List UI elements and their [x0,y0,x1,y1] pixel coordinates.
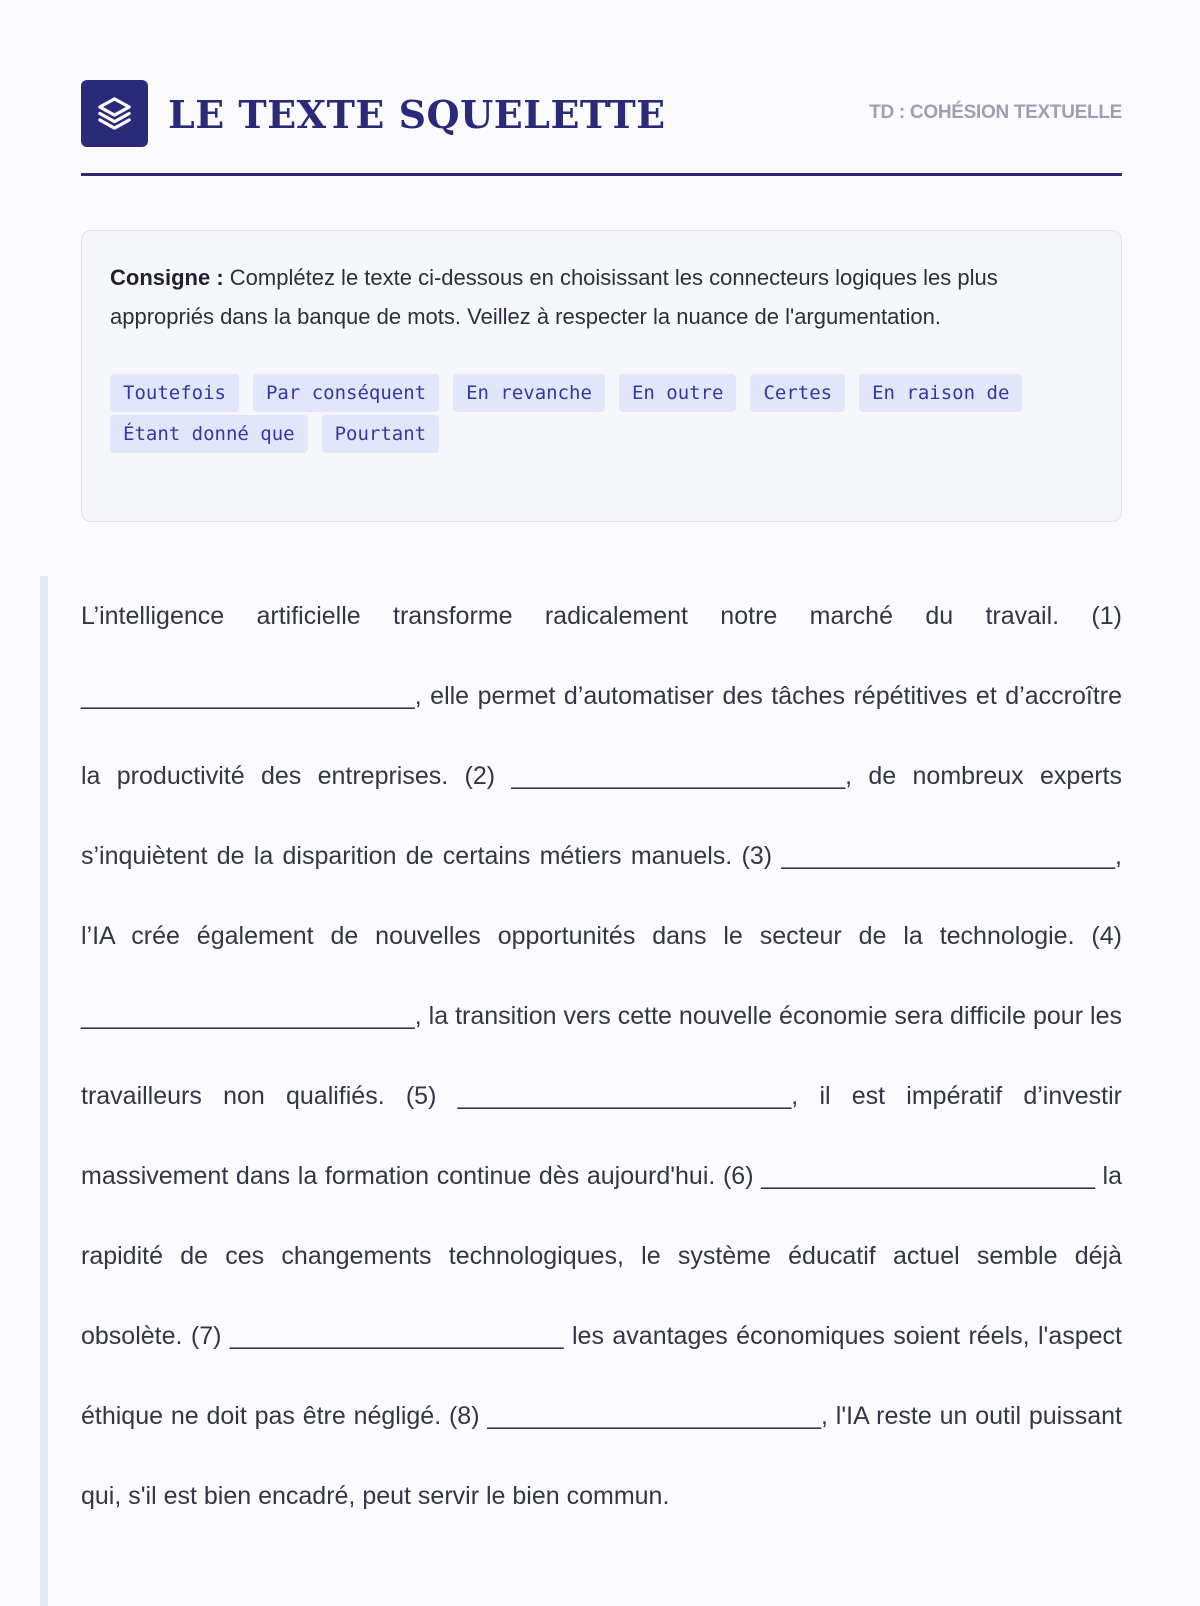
word-chip[interactable]: En revanche [453,374,605,412]
word-bank [110,374,1060,456]
blank-2[interactable]: ________________________ [511,762,846,790]
text-segment: la rapidité de ces changements technologiques, le système éducatif actuel semble déjà obsolète. (7) [81,1162,1122,1350]
text-segment: , l’IA crée également de nouvelles opportunités dans le secteur de la technologie. (4) [81,842,1122,950]
text-segment: , elle permet d’automatiser des tâches répétitives et d’accroître la productivité des entreprises. (2) [81,682,1122,790]
word-chip[interactable]: Pourtant [322,415,440,453]
instructions-text [110,259,1093,336]
blank-5[interactable]: ________________________ [457,1082,792,1110]
course-tag: TD : COHÉSION TEXTUELLE [869,102,1122,123]
blank-6[interactable]: ________________________ [761,1162,1095,1190]
word-chip[interactable]: Toutefois [110,374,239,412]
word-chip[interactable]: En outre [619,374,737,412]
instructions-body: Complétez le texte ci-dessous en choisissant les connecteurs logiques les plus appropriés dans la banque de mots. Veillez à respecter la nuance de l'argumentation. [110,265,998,329]
text-segment: , la transition vers cette nouvelle économie sera difficile pour les travailleurs non qualifiés. (5) [81,1002,1122,1110]
word-chip[interactable]: Étant donné que [110,415,308,453]
word-chip[interactable]: Par conséquent [253,374,439,412]
blank-3[interactable]: ________________________ [781,842,1116,870]
instructions-label: Consigne : [110,265,224,290]
blank-1[interactable]: ________________________ [81,682,415,710]
blank-7[interactable]: ________________________ [229,1322,564,1350]
logo [81,80,148,147]
blank-4[interactable]: ________________________ [81,1002,415,1030]
text-segment: , de nombreux experts s’inquiètent de la disparition de certains métiers manuels. (3) [81,762,1122,870]
text-segment: , il est impératif d’investir massivement dans la formation continue dès aujourd'hui. (6) [81,1082,1122,1190]
instructions-box [81,230,1122,522]
accent-bar [40,576,48,1606]
word-chip[interactable]: Certes [750,374,845,412]
page-title: LE TEXTE SQUELETTE [168,92,666,137]
word-chip[interactable]: En raison de [859,374,1022,412]
text-segment: , l'IA reste un outil puissant qui, s'il est bien encadré, peut servir le bien commun. [81,1402,1122,1510]
text-segment: L’intelligence artificielle transforme radicalement notre marché du travail. (1) [81,602,1122,630]
blank-8[interactable]: ________________________ [487,1402,822,1430]
header [81,80,1122,176]
layers-icon [95,94,134,133]
exercise-text [81,576,1122,1536]
text-segment: les avantages économiques soient réels, l'aspect éthique ne doit pas être négligé. (8) [81,1322,1122,1430]
